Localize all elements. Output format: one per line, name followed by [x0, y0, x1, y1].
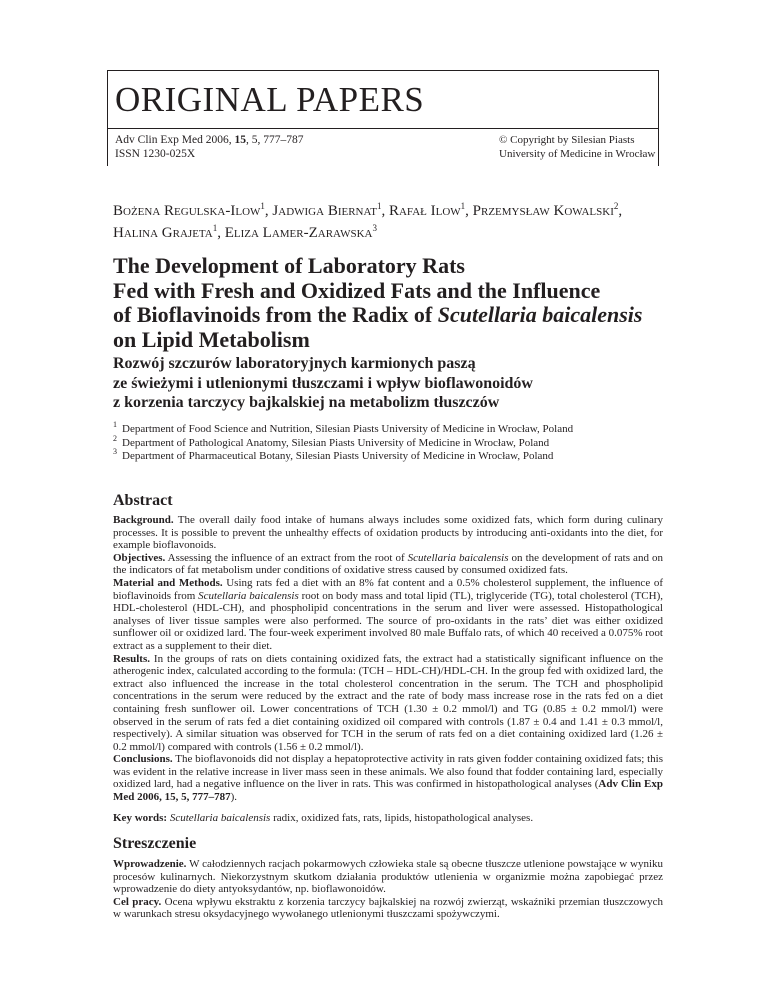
affiliation-number: 2	[113, 433, 117, 443]
copyright-line-2: University of Medicine in Wrocław	[499, 148, 656, 160]
abstract-text: root on body mass and total lipid (TL), triglyceride (TG), total cholesterol (TCH), HDL-cholesterol (HDL-CH), and phospholipid concentrations in the serum and liver were assessed. Histopathological analyses of liver tissue samples were also performed. The source of pro-oxidants in the rats’ diet was either oxidized sunflower oil or oxidized lard. The four-week experiment involved 80 male Buffalo rats, of which 40 received a 0.075% root extract as a supplement to their diet.	[113, 589, 663, 652]
affiliation	[113, 433, 673, 451]
author-affiliation-ref: 2	[613, 201, 619, 211]
abstract-text: Using rats fed a diet with an 8% fat content and a 0.5% cholesterol supplement, the influence of bioflavinoids from	[113, 576, 663, 602]
author-name: Bożena Regulska-Ilow	[113, 203, 261, 219]
abstract-label: Conclusions.	[113, 753, 173, 766]
author-affiliation-ref: 1	[376, 201, 382, 211]
abstract-label: Results.	[113, 652, 150, 665]
author-name: Eliza Lamer-Zarawska	[224, 225, 373, 241]
article-title	[113, 254, 673, 352]
title-text: of Bioflavinoids from the Radix of	[113, 302, 438, 327]
abstract-text: Assessing the influence of an extract from the root of	[165, 551, 408, 564]
species-name: Scutellaria baicalensis	[169, 812, 271, 824]
abstract-label: Objectives.	[113, 551, 166, 564]
author-affiliation-ref: 3	[372, 223, 377, 233]
author-name: Halina Grajeta	[113, 225, 213, 241]
affiliation-text: Department of Pathological Anatomy, Silesian Piasts University of Medicine in Wrocław, Poland	[122, 436, 550, 449]
author-affiliation-ref: 1	[212, 223, 218, 233]
abstract-heading: Abstract	[113, 492, 173, 509]
title-line	[113, 303, 673, 328]
abstract-text: The overall daily food intake of humans always includes some oxidized fats, which form during culinary processes. It is possible to prevent the unhealthy effects of oxidation products by introducing anti-oxidants into the diet, for example bioflavonoids.	[113, 514, 663, 552]
author-list: Bożena Regulska-Ilow$^1$, Jadwiga Biernat$^1$, Rafał Ilow$^1$, Przemysław Kowalski$^2$, Halina Grajeta$^1$, Eliza Lamer-Zarawska$^3$	[113, 201, 623, 241]
abstract-background	[113, 514, 663, 552]
affiliation	[113, 447, 673, 464]
abstract-results	[113, 653, 663, 754]
abstract-text: on the development of rats and on the indicators of fat metabolism under conditions of oxidative stress caused by consumed oxidized fats.	[113, 551, 663, 577]
abstract-citation: Adv Clin Exp Med 2006, 15, 5, 777–787	[113, 778, 663, 804]
author-name: Przemysław Kowalski	[472, 203, 614, 219]
title-pl-line: z korzenia tarczycy bajkalskiej na metabolizm tłuszczów	[113, 394, 500, 411]
title-line: on Lipid Metabolism	[113, 326, 310, 352]
title-line: The Development of Laboratory Rats	[113, 253, 465, 278]
streszczenie-body	[113, 858, 663, 921]
author-affiliation-ref: 1	[460, 201, 466, 211]
keywords-text: radix, oxidized fats, rats, lipids, histopathological analyses.	[270, 812, 534, 824]
affiliation-text: Department of Food Science and Nutrition, Silesian Piasts University of Medicine in Wrocław, Poland	[122, 423, 574, 435]
streszczenie-label: Wprowadzenie.	[113, 858, 187, 870]
title-pl-line: ze świeżymi i utlenionymi tłuszczami i wpływ bioflawonoidów	[113, 374, 533, 392]
author-name: Jadwiga Biernat	[272, 203, 377, 219]
streszczenie-text: W całodziennych racjach pokarmowych człowieka stale są obecne tłuszcze utlenione powstające w wyniku procesów kulinarnych. Niekorzystnym skutkom działania produktów utlenienia w organizmie można zapobiegać przez wprowadzenie do diety antyoksydantów, np. bioflawonoidów.	[113, 858, 663, 896]
article-title-polish	[113, 354, 673, 413]
journal-volume: 15	[234, 134, 246, 146]
species-name: Scutellaria baicalensis	[407, 551, 509, 564]
abstract-conclusions	[113, 753, 663, 803]
title-species-name: Scutellaria baicalensis	[437, 302, 643, 327]
author-affiliation-ref: 1	[260, 201, 265, 211]
abstract-body	[113, 514, 663, 804]
issn: ISSN 1230-025X	[115, 148, 196, 160]
streszczenie-text: Ocena wpływu ekstraktu z korzenia tarczycy bajkalskiej na rozwój zwierząt, wskaźniki przemian tłuszczowych w warunkach stresu oksydacyjnego wywołanego utlenionymi tłuszczami spożywczymi.	[113, 895, 663, 921]
species-name: Scutellaria baicalensis	[198, 589, 299, 602]
affiliation-text: Department of Pharmaceutical Botany, Silesian Piasts University of Medicine in Wrocław, Poland	[122, 450, 554, 462]
keywords	[113, 812, 663, 825]
affiliation	[113, 420, 673, 437]
abstract-label: Material and Methods.	[113, 576, 223, 589]
abstract-objectives	[113, 552, 663, 577]
journal-citation	[115, 133, 303, 161]
abstract-text: In the groups of rats on diets containing oxidized fats, the extract had a statistically significant influence on the atherogenic index, calculated according to the formula: (TCH – HDL-CH)/HDL-CH. In the group fed with oxidized lard, the extract also influenced the increase in the total cholesterol concentration in the serum. The TCH and phospholipid concentrations in the serum were reduced by the extract and the rate of body mass increase rose in the rats fed on a diet containing fresh sunflower oil. Lower concentrations of TCH (1.30 ± 0.2 mmol/l) and TG (0.85 ± 0.2 mmol/l) were observed in the serum of rats fed a diet containing oxidized oil compared with controls (1.87 ± 0.4 and 1.41 ± 0.3 mmol/l, respectively). A similar situation was observed for TCH in the serum of rats fed on a diet containing oxidized lard (1.26 ± 0.2 mmol/l) compared with controls (1.56 ± 0.2 mmol/l).	[113, 652, 663, 753]
abstract-label: Background.	[113, 514, 174, 526]
journal-name: Adv Clin Exp Med 2006,	[115, 134, 235, 146]
copyright-notice	[499, 133, 655, 161]
affiliation-number: 1	[113, 420, 117, 430]
affiliation-list	[113, 420, 673, 464]
header-divider	[107, 128, 659, 129]
author-name: Rafał Ilow	[388, 203, 461, 219]
keywords-label: Key words:	[113, 812, 168, 824]
streszczenie-label: Cel pracy.	[113, 895, 162, 908]
affiliation-number: 3	[113, 447, 117, 457]
streszczenie-wprowadzenie	[113, 858, 663, 896]
abstract-text: The bioflavonoids did not display a hepatoprotective activity in rats given fodder containing oxidized fats; this was evident in the relative increase in liver mass seen in these animals. We also found that fodder containing lard, especially oxidized lard, had a negative influence on the liver in rats. This was confirmed in histopathological analyses (	[113, 753, 663, 791]
section-title: ORIGINAL PAPERS	[115, 80, 425, 119]
copyright-line-1: © Copyright by Silesian Piasts	[499, 134, 635, 146]
title-pl-line: Rozwój szczurów laboratoryjnych karmionych paszą	[113, 355, 476, 372]
journal-issue-pages: , 5, 777–787	[245, 134, 304, 146]
abstract-text: ).	[230, 791, 238, 804]
abstract-methods	[113, 577, 663, 653]
streszczenie-heading: Streszczenie	[113, 835, 197, 852]
title-line: Fed with Fresh and Oxidized Fats and the Influence	[113, 277, 601, 303]
streszczenie-cel	[113, 896, 663, 921]
